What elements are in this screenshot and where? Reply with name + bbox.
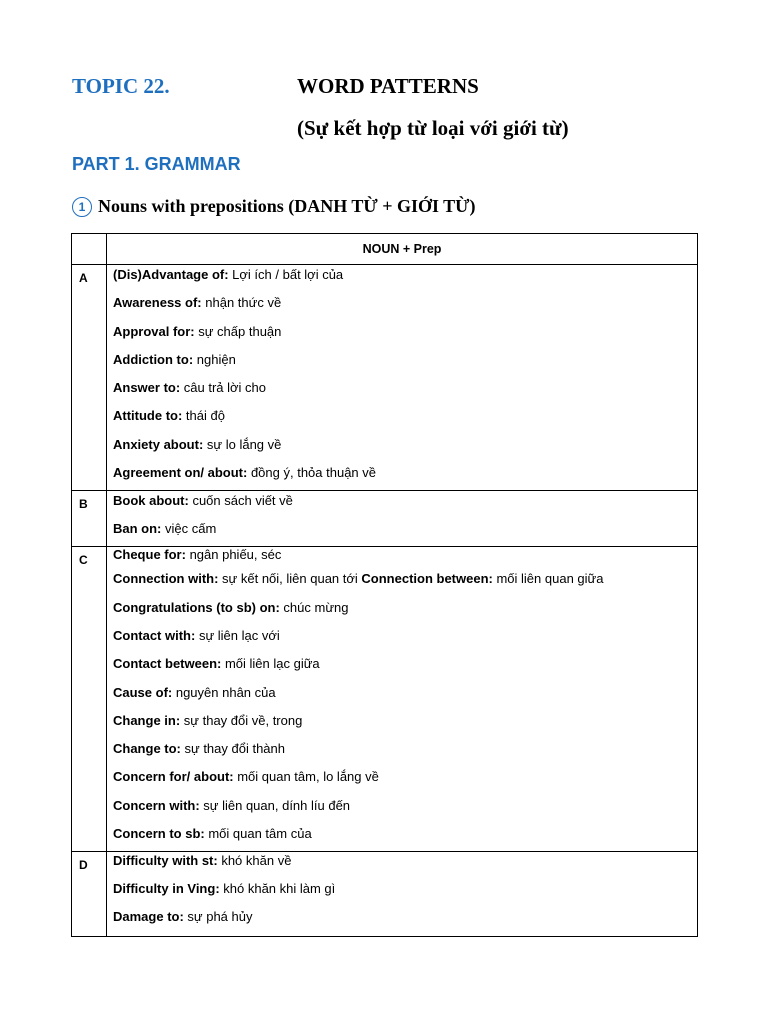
entry-term: Connection between:	[361, 571, 493, 587]
entry-meaning: thái độ	[182, 408, 225, 424]
list-item	[113, 879, 697, 907]
list-item	[113, 378, 697, 406]
list-item	[113, 711, 697, 739]
entry-meaning: mối liên lạc giữa	[221, 656, 320, 672]
list-item	[113, 796, 697, 824]
entry-meaning: sự liên quan, dính líu đến	[199, 797, 351, 813]
list-item	[113, 907, 697, 935]
entry-meaning: việc cấm	[161, 521, 217, 537]
list-item	[113, 350, 697, 378]
entry-meaning: ngân phiếu, séc	[185, 547, 282, 563]
entry-term: Cheque for:	[113, 547, 186, 563]
entry-term: Concern to sb:	[113, 826, 205, 842]
entry-term: Attitude to:	[113, 408, 183, 424]
entry-meaning: sự chấp thuận	[194, 323, 282, 339]
entry-term: Congratulations (to sb) on:	[113, 599, 280, 615]
list-item	[113, 547, 697, 569]
group-letter: B	[72, 491, 107, 547]
entry-term: Approval for:	[113, 323, 195, 339]
entry-term: Contact between:	[113, 656, 222, 672]
list-item	[113, 767, 697, 795]
list-item	[113, 519, 697, 546]
entry-meaning: khó khăn khi làm gì	[219, 881, 336, 897]
table-row	[72, 852, 698, 937]
entry-meaning: nghiện	[193, 351, 236, 367]
list-item	[113, 654, 697, 682]
group-letter: A	[72, 265, 107, 491]
entry-term: Difficulty with st:	[113, 853, 218, 869]
entry-meaning: sự kết nối, liên quan tới	[218, 571, 362, 587]
entry-term: Concern with:	[113, 797, 200, 813]
entry-term: Difficulty in Ving:	[113, 881, 220, 897]
entry-term: Cause of:	[113, 684, 173, 700]
list-item	[113, 293, 697, 321]
topic-number: TOPIC 22.	[72, 74, 170, 98]
entry-meaning: sự liên lạc với	[195, 627, 280, 643]
table-header-empty	[72, 234, 107, 265]
entry-meaning: đồng ý, thỏa thuận về	[247, 465, 376, 481]
list-item	[113, 852, 697, 879]
page-subtitle: (Sự kết hợp từ loại với giới từ)	[297, 116, 569, 140]
page-title: WORD PATTERNS	[297, 74, 479, 98]
entry-meaning: cuốn sách viết về	[188, 493, 293, 509]
list-item	[113, 824, 697, 851]
list-item	[113, 435, 697, 463]
entry-meaning: khó khăn về	[217, 853, 292, 869]
group-letter: D	[72, 852, 107, 937]
entry-meaning: sự thay đổi thành	[180, 741, 285, 757]
entry-meaning: câu trả lời cho	[180, 380, 267, 396]
list-item	[113, 626, 697, 654]
entry-meaning: chúc mừng	[279, 599, 349, 615]
entry-term: Damage to:	[113, 909, 184, 925]
circled-number-one-icon: 1	[72, 197, 92, 217]
entry-term: Awareness of:	[113, 295, 202, 311]
section-heading	[72, 196, 476, 217]
entry-term: Ban on:	[113, 521, 162, 537]
table-header-label: NOUN + Prep	[107, 234, 698, 265]
list-item	[113, 265, 697, 293]
entry-meaning: mối quan tâm, lo lắng về	[233, 769, 379, 785]
list-item	[113, 491, 697, 519]
entry-meaning: sự thay đổi về, trong	[180, 712, 303, 728]
list-item	[113, 406, 697, 434]
entry-meaning: sự phá hủy	[183, 909, 253, 925]
table-row	[72, 547, 698, 852]
list-item	[113, 598, 697, 626]
table-body	[72, 265, 698, 937]
entry-term: Anxiety about:	[113, 436, 204, 452]
part-heading: PART 1. GRAMMAR	[72, 154, 241, 174]
table-row	[72, 265, 698, 491]
entry-term: Book about:	[113, 493, 189, 509]
list-item	[113, 322, 697, 350]
entry-term: Agreement on/ about:	[113, 465, 248, 481]
entry-meaning: mối liên quan giữa	[492, 571, 604, 587]
group-entries	[107, 547, 698, 852]
list-item	[113, 569, 697, 597]
entry-meaning: mối quan tâm của	[204, 826, 312, 842]
entry-term: Change in:	[113, 712, 181, 728]
list-item	[113, 683, 697, 711]
entry-term: Addiction to:	[113, 351, 194, 367]
entry-meaning: sự lo lắng về	[203, 436, 282, 452]
list-item	[113, 463, 697, 490]
entry-term: Answer to:	[113, 380, 181, 396]
group-entries	[107, 265, 698, 491]
noun-prep-table	[71, 233, 698, 937]
entry-term: (Dis)Advantage of:	[113, 267, 229, 282]
entry-meaning: Lợi ích / bất lợi của	[228, 267, 344, 282]
entry-term: Contact with:	[113, 627, 196, 643]
list-item	[113, 739, 697, 767]
group-entries	[107, 491, 698, 547]
entry-meaning: nhận thức về	[201, 295, 282, 311]
table-header-row	[72, 234, 698, 265]
entry-term: Concern for/ about:	[113, 769, 234, 785]
entry-meaning: nguyên nhân của	[172, 684, 276, 700]
entry-term: Change to:	[113, 741, 181, 757]
group-entries	[107, 852, 698, 937]
group-letter: C	[72, 547, 107, 852]
entry-term: Connection with:	[113, 571, 219, 587]
table-row	[72, 491, 698, 547]
section-title: Nouns with prepositions (DANH TỪ + GIỚI TỪ)	[98, 196, 476, 216]
